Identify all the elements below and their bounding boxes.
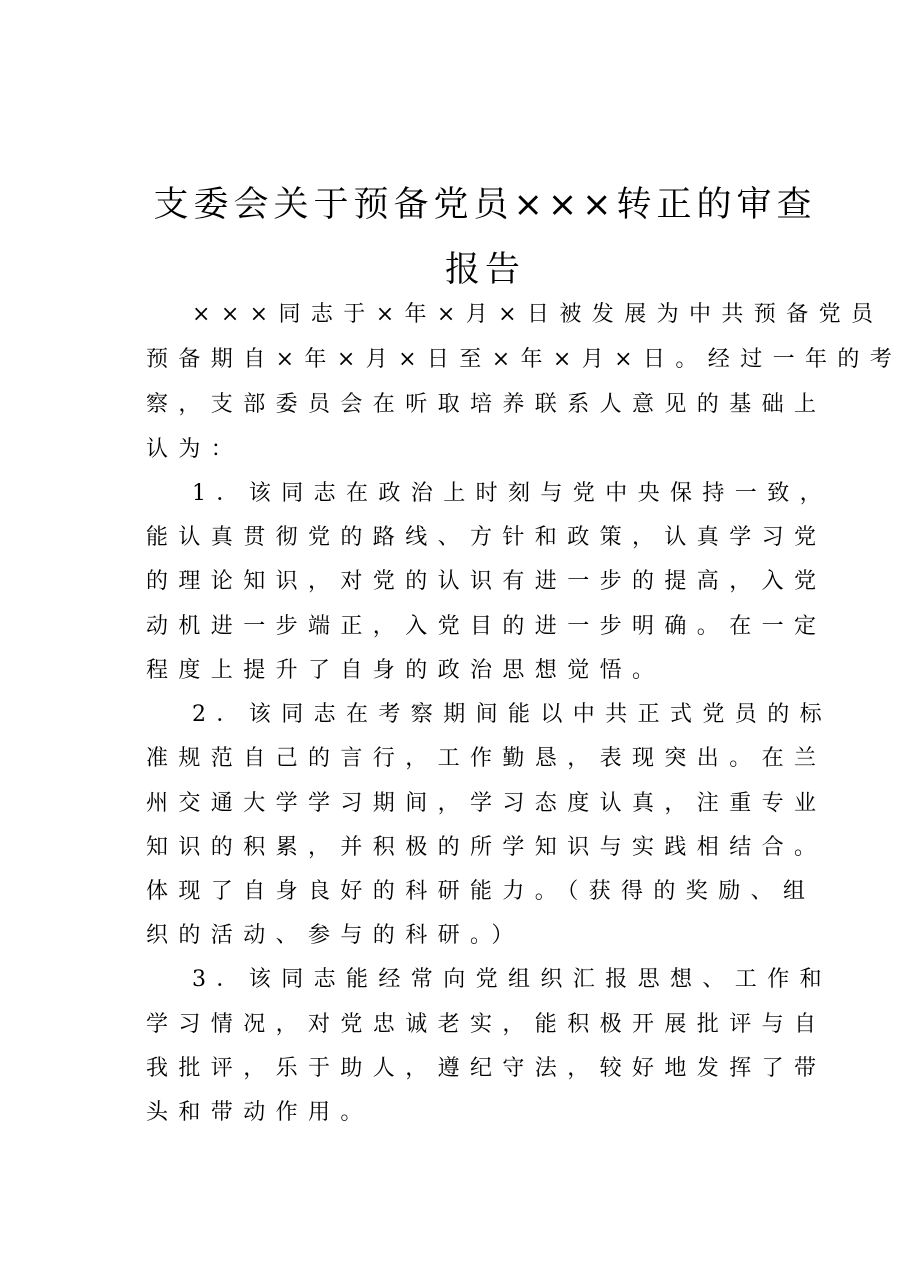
- text-line: 体现了自身良好的科研能力。（获得的奖励、组: [146, 879, 816, 904]
- text-line: 州交通大学学习期间，学习态度认真，注重专业: [146, 791, 827, 816]
- text-line: 知识的积累，并积极的所学知识与实践相结合。: [146, 835, 827, 860]
- document-title-line-2: 报告: [444, 250, 525, 290]
- text-line: 动机进一步端正，入党目的进一步明确。在一定: [146, 614, 827, 639]
- text-line: 准规范自己的言行，工作勤恳，表现突出。在兰: [146, 746, 827, 771]
- text-line: 认为：: [146, 437, 244, 462]
- text-line: 察，支部委员会在听取培养联系人意见的基础上: [146, 392, 827, 417]
- text-line: 1．该同志在政治上时刻与党中央保持一致，: [192, 481, 832, 506]
- text-line: 程度上提升了自身的政治思想觉悟。: [146, 658, 665, 683]
- text-line: 头和带动作用。: [146, 1100, 373, 1125]
- document-title-line-1: 支委会关于预备党员×××转正的审查: [153, 185, 817, 225]
- text-line: 2．该同志在考察期间能以中共正式党员的标: [192, 702, 832, 727]
- text-line: 3．该同志能经常向党组织汇报思想、工作和: [192, 967, 832, 992]
- text-line: 我批评，乐于助人，遵纪守法，较好地发挥了带: [146, 1056, 827, 1081]
- text-line: 的理论知识，对党的认识有进一步的提高，入党: [146, 569, 827, 594]
- text-line: 织的活动、参与的科研。）: [146, 923, 524, 948]
- text-line: 预备期自×年×月×日至×年×月×日。经过一年的考: [146, 347, 903, 372]
- text-line: 能认真贯彻党的路线、方针和政策，认真学习党: [146, 525, 827, 550]
- text-line: 学习情况，对党忠诚老实，能积极开展批评与自: [146, 1012, 827, 1037]
- text-line: ×××同志于×年×月×日被发展为中共预备党员: [192, 302, 884, 327]
